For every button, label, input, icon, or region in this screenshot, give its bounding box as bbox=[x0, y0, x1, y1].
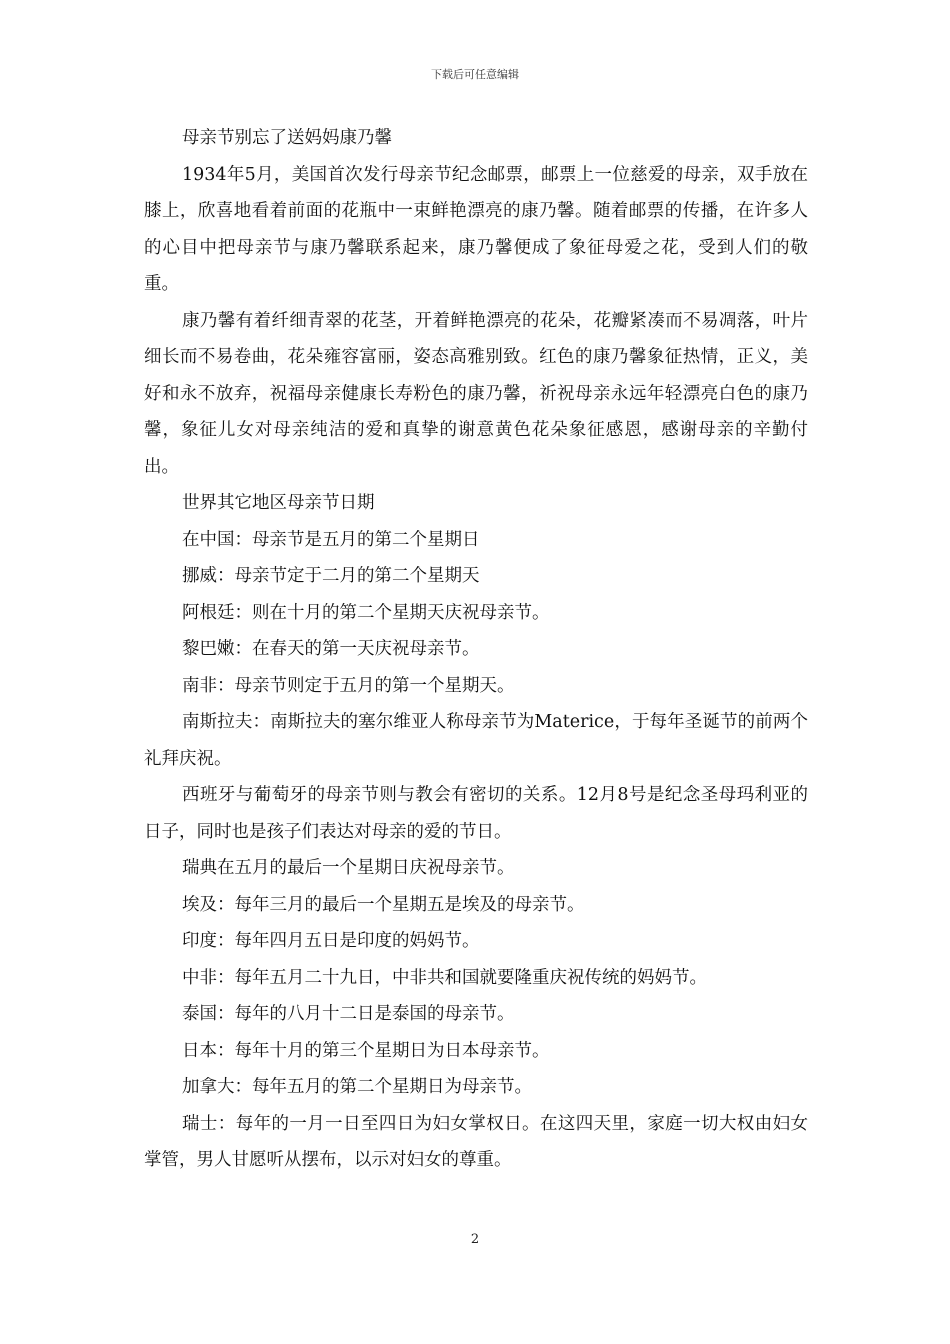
paragraph: 1934年5月，美国首次发行母亲节纪念邮票，邮票上一位慈爱的母亲，双手放在膝上，欣喜地看着前面的花瓶中一束鲜艳漂亮的康乃馨。随着邮票的传播，在许多人的心目中把母亲节与康乃馨联系起来，康乃馨便成了象征母爱之花，受到人们的敬重。 bbox=[144, 164, 808, 294]
paragraph: 康乃馨有着纤细青翠的花茎，开着鲜艳漂亮的花朵，花瓣紧凑而不易凋落，叶片细长而不易卷曲，花朵雍容富丽，姿态高雅别致。红色的康乃馨象征热情，正义，美好和永不放弃，祝福母亲健康长寿粉色的康乃馨，祈祝母亲永远年轻漂亮白色的康乃馨，象征儿女对母亲纯洁的爱和真挚的谢意黄色花朵象征感恩，感谢母亲的辛勤付出。 bbox=[144, 310, 808, 477]
paragraph-title: 母亲节别忘了送妈妈康乃馨 bbox=[182, 128, 392, 148]
list-item: 泰国：每年的八月十二日是泰国的母亲节。 bbox=[182, 1004, 515, 1024]
list-item: 挪威：母亲节定于二月的第二个星期天 bbox=[182, 566, 480, 586]
list-item: 西班牙与葡萄牙的母亲节则与教会有密切的关系。12月8号是纪念圣母玛利亚的日子，同时也是孩子们表达对母亲的爱的节日。 bbox=[144, 785, 808, 842]
page-header: 下载后可任意编辑 bbox=[431, 68, 519, 81]
list-item: 埃及：每年三月的最后一个星期五是埃及的母亲节。 bbox=[182, 894, 585, 915]
page-number: 2 bbox=[470, 1232, 480, 1247]
list-item: 在中国：母亲节是五月的第二个星期日 bbox=[182, 529, 480, 550]
list-item: 南斯拉夫：南斯拉夫的塞尔维亚人称母亲节为Materice，于每年圣诞节的前两个礼拜庆祝。 bbox=[144, 712, 808, 769]
section-heading: 世界其它地区母亲节日期 bbox=[182, 493, 375, 513]
list-item: 加拿大：每年五月的第二个星期日为母亲节。 bbox=[182, 1077, 532, 1097]
document-body bbox=[144, 120, 808, 1179]
list-item: 瑞士：每年的一月一日至四日为妇女掌权日。在这四天里，家庭一切大权由妇女掌管，男人甘愿听从摆布，以示对妇女的尊重。 bbox=[144, 1113, 808, 1170]
list-item: 印度：每年四月五日是印度的妈妈节。 bbox=[182, 931, 480, 951]
list-item: 日本：每年十月的第三个星期日为日本母亲节。 bbox=[182, 1040, 550, 1061]
list-item: 黎巴嫩：在春天的第一天庆祝母亲节。 bbox=[182, 639, 480, 659]
list-item: 阿根廷：则在十月的第二个星期天庆祝母亲节。 bbox=[182, 602, 550, 623]
list-item: 中非：每年五月二十九日，中非共和国就要隆重庆祝传统的妈妈节。 bbox=[182, 967, 707, 988]
list-item: 瑞典在五月的最后一个星期日庆祝母亲节。 bbox=[182, 858, 515, 878]
list-item: 南非：母亲节则定于五月的第一个星期天。 bbox=[182, 675, 515, 696]
